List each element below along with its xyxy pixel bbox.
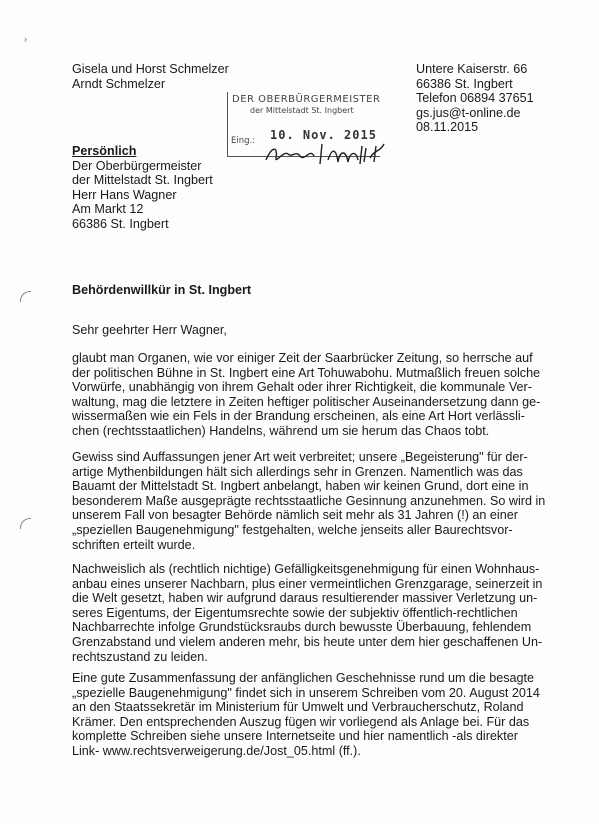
stamp-eing-label: Eing.: [231,136,256,146]
body-paragraph-1 [72,351,550,439]
paragraph-line: Gewiss sind Auffassungen jener Art weit verbreitet; unsere „Begeisterung" für der- [72,450,528,464]
sender-line-1: Gisela und Horst Schmelzer [72,62,229,76]
stamp-subheading: der Mittelstadt St. Ingbert [250,106,354,115]
paragraph-line: der politischen Bühne in St. Ingbert eine Art Tohuwabohu. Mutmaßlich freuen solche [72,365,541,380]
paragraph-line: „speziellen Baugenehmigung" festgehalten, welche jenseits aller Baurechtsvor- [72,522,513,537]
stamp-date: 10. Nov. 2015 [270,128,377,142]
paragraph-line: Grenzabstand und vielem anderen mehr, bis heute unter dem hier geschaffenen Un- [72,634,543,649]
paragraph-line: besonderem Maße ausgeprägte rechtsstaatliche Gesinnung anzunehmen. So wird in [72,493,546,508]
paragraph-line: seres Eigentums, der Eigentumsrechte sowie der subjektiv öffentlich-rechtlichen [72,605,518,620]
paragraph-line: Krämer. Den entsprechenden Auszug fügen wir vorliegend als Anlage bei. Für das [72,714,530,729]
address-email: gs.jus@t-online.de [416,105,521,120]
paragraph-line: wissermaßen wie ein Fels in der Brandung erscheinen, als eine Art Hort verlässli- [72,409,525,424]
sender-address-block [416,62,534,135]
paragraph-line: Link- www.rechtsverweigerung.de/Jost_05.html (ff.). [72,743,361,758]
recipient-line-1: Der Oberbürgermeister [72,158,202,173]
body-paragraph-4 [72,671,550,759]
paragraph-line: Nachweislich als (rechtlich nichtige) Gefälligkeitsgenehmigung für einen Wohnhaus- [72,562,540,576]
paragraph-line: rechtszustand zu leiden. [72,649,208,664]
punch-hole-mark-top [20,291,31,302]
recipient-personal-label: Persönlich [72,144,137,158]
punch-hole-mark-bottom [20,518,31,529]
recipient-line-2: der Mittelstadt St. Ingbert [72,173,213,187]
paragraph-line: Eine gute Zusammenfassung der anfänglichen Geschehnisse rund um die besagte [72,671,535,685]
paragraph-line: schriften erteilt wurde. [72,537,196,552]
paragraph-line: komplette Schreiben siehe unsere Internetseite und hier namentlich -als direkter [72,729,518,744]
paragraph-line: unserem Fall von besagter Behörde nämlich seit mehr als 31 Jahren (!) an einer [72,508,518,523]
paragraph-line: chen (rechtsstaatlichen) Handelns, während um sie herum das Chaos tobt. [72,423,490,438]
paragraph-line: artige Mythenbildungen hält sich allerdings sehr in Grenzen. Namentlich was das [72,464,523,479]
address-street: Untere Kaiserstr. 66 [416,62,528,76]
paragraph-line: Nachbarrechte infolge Grundstücksraubs durch bewusste Überbauung, fehlendem [72,620,532,635]
paragraph-line: anbau eines unserer Nachbarn, plus einer vermeintlichen Grenzgarage, seinerzeit in [72,576,543,591]
paragraph-line: glaubt man Organen, wie vor einiger Zeit der Saarbrücker Zeitung, so herrsche auf [72,351,533,365]
stamp-heading: DER OBERBÜRGERMEISTER [232,94,381,105]
paragraph-line: Vorwürfe, unabhängig von ihrem Gehalt oder ihrer Richtigkeit, die kommunale Ver- [72,380,532,395]
corner-mark: › [24,34,27,44]
recipient-block [72,144,213,231]
sender-line-2: Arndt Schmelzer [72,76,166,91]
letter-subject: Behördenwillkür in St. Ingbert [72,283,252,297]
letter-salutation: Sehr geehrter Herr Wagner, [72,323,227,337]
handwritten-signature [262,140,392,168]
recipient-line-3: Herr Hans Wagner [72,187,177,202]
paragraph-line: waltung, mag die letztere in Zeiten heftiger politischer Auseinandersetzung dann ge- [72,394,541,409]
paragraph-line: „spezielle Baugenehmigung" findet sich in unserem Schreiben vom 20. August 2014 [72,685,540,700]
paragraph-line: Bauamt der Mittelstadt St. Ingbert anbelangt, haben wir keinen Grund, dort eine in [72,479,529,494]
letter-date: 08.11.2015 [416,120,479,134]
paragraph-line: an den Staatssekretär im Ministerium für Umwelt und Verbraucherschutz, Roland [72,700,524,715]
body-paragraph-2 [72,450,550,552]
address-city: 66386 St. Ingbert [416,76,513,91]
address-phone: Telefon 06894 37651 [416,91,534,105]
paragraph-line: die Welt gesetzt, haben wir aufgrund daraus resultierender massiver Verletzung un- [72,591,538,606]
recipient-line-4: Am Markt 12 [72,202,144,216]
sender-block [72,62,229,91]
recipient-line-5: 66386 St. Ingbert [72,216,169,231]
body-paragraph-3 [72,562,550,664]
